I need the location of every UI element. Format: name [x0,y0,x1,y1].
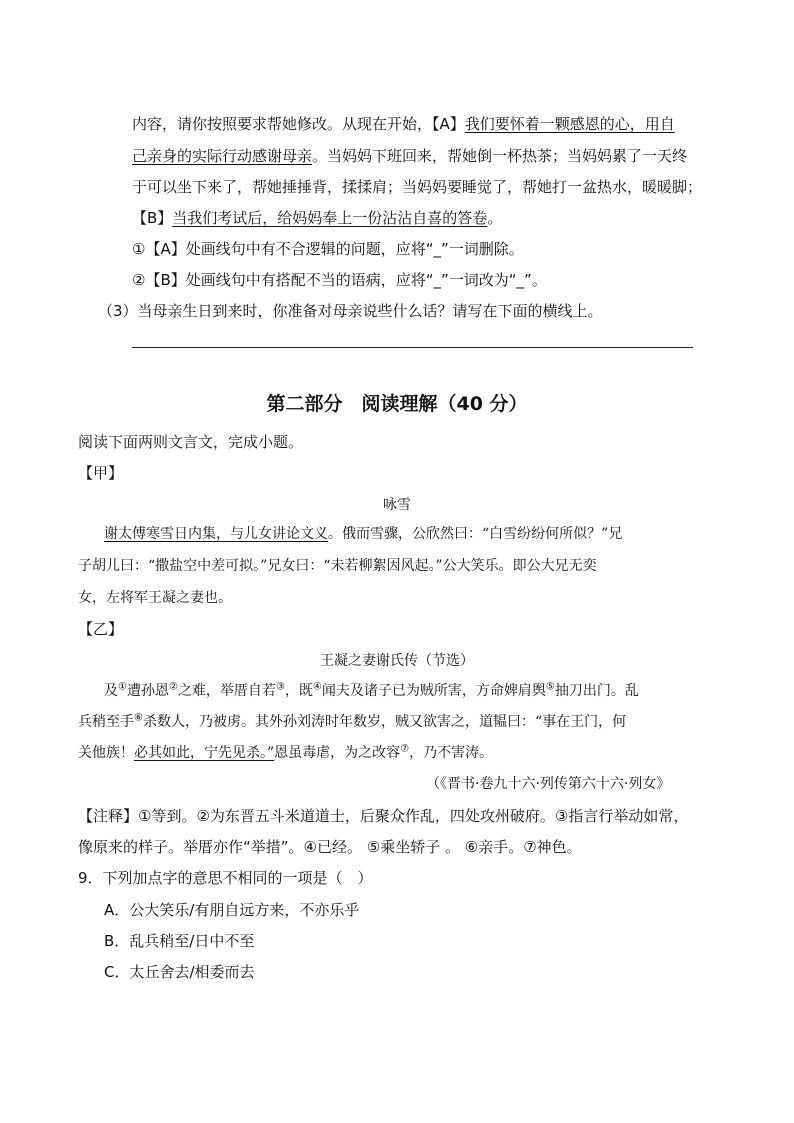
passage-a-title: 咏雪 [383,497,411,513]
task-line-1 [132,114,675,134]
text-segment: 兵稍至手 [78,714,134,730]
answer-line [132,347,693,348]
task-line-1-prefix: 内容，请你按照要求帮她修改。从现在开始，【A】 [132,115,465,133]
task-line-4: 【B】当我们考试后，给妈妈奉上一份沾沾自喜的答卷。 [132,209,503,227]
option-c: C．太丘舍去/相委而去 [104,963,255,981]
text-segment: 闻夫及诸子已为贼所害，方命婢肩舆 [321,683,546,699]
sentence-a-underlined-part1: 我们要怀着一颗感恩的心，用自 [464,115,675,133]
passage-a-line-1: 谢太傅寒雪日内集，与儿女讲论文义。俄而雪骤，公欣然曰：“白雪纷纷何所似？”兄 [104,526,623,542]
footnote-marker: ③ [275,681,285,693]
passage-b-underlined: 必其如此，宁先见杀。” [134,745,275,761]
reading-instruction: 阅读下面两则文言文，完成小题。 [78,433,304,451]
task-line-2-rest: 。当妈妈下班回来，帮她倒一杯热茶；当妈妈累了一天终 [312,147,688,165]
passage-a-line-2: 子胡儿曰：“撒盐空中差可拟。”兄女曰：“未若柳絮因风起。”公大笑乐。即公大兄无奕 [78,558,597,574]
footnote-marker: ① [118,681,127,693]
question-3: （3）当母亲生日到来时，你准备对母亲说些什么话？请写在下面的横线上。 [98,302,603,320]
footnote-marker: ② [168,681,178,693]
footnote-marker: ④ [312,681,322,693]
question-sub-2: ②【B】处画线句中有搭配不当的语病，应将“_”一词改为“_”。 [132,271,547,289]
notes-line-1: 【注释】①等到。②为东晋五斗米道道士，后聚众作乱，四处攻州破府。③指言行举动如常， [78,807,689,825]
text-segment: 及 [104,683,118,699]
section-title: 第二部分 阅读理解（40 分） [266,393,528,415]
text-segment: 抽刀出门。乱 [554,683,639,699]
question-9-stem: 9．下列加点字的意思不相同的一项是（ ） [78,869,373,887]
label-b: 【B】 [132,209,173,227]
text-segment: 杀数人，乃被虏。其外孙刘涛时年数岁，贼又欲害之，道韫曰：“事在王门，何 [142,714,627,730]
option-a: A．公大笑乐/有朋自远方来，不亦乐乎 [104,901,360,919]
passage-a-underlined: 谢太傅寒雪日内集，与儿女讲论文义 [104,526,328,542]
footnote-marker: ⑦ [400,743,410,755]
sentence-b-underlined: 当我们考试后，给妈妈奉上一份沾沾自喜的答卷 [172,209,488,227]
passage-b-line-2 [78,712,626,732]
passage-b-title: 王凝之妻谢氏传（节选） [320,653,474,669]
task-line-2 [132,146,687,166]
question-sub-1: ①【A】处画线句中有不合逻辑的问题，应将“_”一词删除。 [132,240,524,258]
text-segment: ，既 [284,683,313,699]
passage-b-label: 【乙】 [78,620,124,638]
text-segment: 之难，举厝自若 [177,683,276,699]
footnote-marker: ⑥ [134,712,143,724]
task-line-3: 于可以坐下来了，帮她捶捶背，揉揉肩；当妈妈要睡觉了，帮她打一盆热水，暖暖脚； [132,178,703,196]
option-b: B．乱兵稍至/日中不至 [104,932,255,950]
footnote-marker: ⑤ [545,681,555,693]
passage-b-line-1 [104,681,639,701]
notes-line-2: 像原来的样子。举厝亦作“举措”。④已经。 ⑤乘坐轿子 。 ⑥亲手。⑦神色。 [78,838,582,856]
passage-a-label: 【甲】 [78,464,124,482]
passage-b-line-3: 关他族！必其如此，宁先见杀。”恩虽毒虐，为之改容⑦，乃不害涛。 [78,743,494,761]
sentence-a-underlined-part2: 己亲身的实际行动感谢母亲 [132,147,313,165]
passage-b-source: （《晋书·卷九十六·列传第六十六·列女》 [426,776,671,792]
passage-a-line-3: 女，左将军王凝之妻也。 [78,590,232,606]
text-segment: 遭孙恩 [126,683,169,699]
